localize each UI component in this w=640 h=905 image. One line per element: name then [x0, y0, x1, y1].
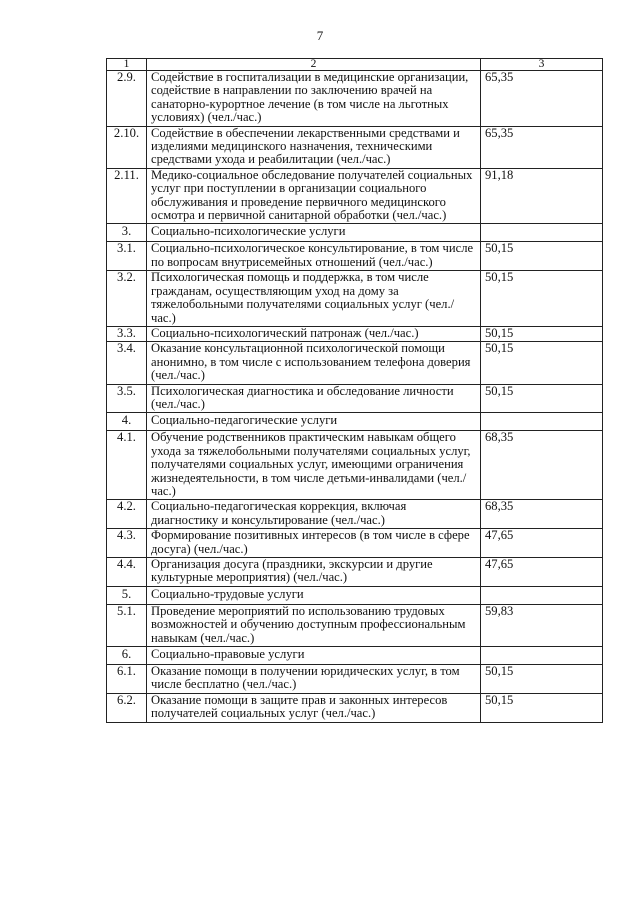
section-title-cell: Социально-педагогические услуги [147, 413, 481, 431]
row-number-cell: 4.2. [107, 500, 147, 529]
tariff-value-cell: 65,35 [481, 71, 603, 127]
header-cell-number: 1 [107, 59, 147, 71]
table-row [107, 693, 603, 722]
service-name-cell: Оказание помощи в защите прав и законных интересов получателей социальных услуг (чел./час.) [147, 693, 481, 722]
tariff-value-cell: 68,35 [481, 500, 603, 529]
row-number-cell: 3.1. [107, 242, 147, 271]
table-row [107, 529, 603, 558]
tariff-value-cell: 47,65 [481, 529, 603, 558]
tariff-value-cell: 50,15 [481, 384, 603, 413]
tariff-value-cell: 50,15 [481, 271, 603, 327]
row-number-cell: 6.2. [107, 693, 147, 722]
table-row [107, 126, 603, 168]
row-number-cell: 4.3. [107, 529, 147, 558]
row-number-cell: 2.10. [107, 126, 147, 168]
row-number-cell: 6. [107, 647, 147, 665]
service-name-cell: Формирование позитивных интересов (в том числе в сфере досуга) (чел./час.) [147, 529, 481, 558]
table-row [107, 71, 603, 127]
section-header-row [107, 224, 603, 242]
table-row [107, 558, 603, 587]
tariff-value-cell [481, 224, 603, 242]
service-name-cell: Оказание консультационной психологической помощи анонимно, в том числе с использованием телефона доверия (чел./час.) [147, 342, 481, 384]
tariff-value-cell: 50,15 [481, 326, 603, 341]
section-title-cell: Социально-правовые услуги [147, 647, 481, 665]
service-name-cell: Организация досуга (праздники, экскурсии и другие культурные мероприятия) (чел./час.) [147, 558, 481, 587]
tariff-value-cell: 50,15 [481, 693, 603, 722]
table-row [107, 500, 603, 529]
section-title-cell: Социально-психологические услуги [147, 224, 481, 242]
row-number-cell: 3.5. [107, 384, 147, 413]
table-row [107, 342, 603, 384]
row-number-cell: 2.9. [107, 71, 147, 127]
row-number-cell: 3.2. [107, 271, 147, 327]
header-cell-service: 2 [147, 59, 481, 71]
table-row [107, 271, 603, 327]
page-number: 7 [316, 28, 324, 43]
row-number-cell: 5. [107, 586, 147, 604]
section-header-row [107, 586, 603, 604]
row-number-cell: 4.1. [107, 431, 147, 500]
service-name-cell: Проведение мероприятий по использованию трудовых возможностей и обучению доступным профессиональным навыкам (чел./час.) [147, 604, 481, 646]
service-name-cell: Психологическая помощь и поддержка, в том числе гражданам, осуществляющим уход на дому за тяжелобольными получателями социальных услуг (чел./час.) [147, 271, 481, 327]
service-name-cell: Обучение родственников практическим навыкам общего ухода за тяжелобольными получателями социальных услуг, получателями социальных услуг, имеющими ограничения жизнедеятельности, в том числе детьми-инвалидами (чел./час.) [147, 431, 481, 500]
row-number-cell: 4.4. [107, 558, 147, 587]
table-row [107, 242, 603, 271]
tariff-value-cell [481, 586, 603, 604]
service-name-cell: Социально-психологическое консультирование, в том числе по вопросам внутрисемейных отношений (чел./час.) [147, 242, 481, 271]
row-number-cell: 3. [107, 224, 147, 242]
row-number-cell: 3.4. [107, 342, 147, 384]
service-name-cell: Медико-социальное обследование получателей социальных услуг при поступлении в организации социального обслуживания и проведение первичного медицинского осмотра и первичной санитарной обработки (чел./час.) [147, 168, 481, 224]
tariff-value-cell [481, 647, 603, 665]
tariff-value-cell: 47,65 [481, 558, 603, 587]
service-name-cell: Оказание помощи в получении юридических услуг, в том числе бесплатно (чел./час.) [147, 665, 481, 694]
tariff-value-cell: 50,15 [481, 342, 603, 384]
table-row [107, 168, 603, 224]
header-cell-tariff: 3 [481, 59, 603, 71]
table-row [107, 665, 603, 694]
tariff-value-cell: 65,35 [481, 126, 603, 168]
table-row [107, 326, 603, 341]
service-name-cell: Социально-психологический патронаж (чел./час.) [147, 326, 481, 341]
table-row [107, 431, 603, 500]
row-number-cell: 4. [107, 413, 147, 431]
table-row [107, 384, 603, 413]
tariff-value-cell: 91,18 [481, 168, 603, 224]
table-header-row [107, 59, 603, 71]
row-number-cell: 6.1. [107, 665, 147, 694]
section-header-row [107, 647, 603, 665]
tariff-value-cell: 50,15 [481, 242, 603, 271]
service-name-cell: Социально-педагогическая коррекция, включая диагностику и консультирование (чел./час.) [147, 500, 481, 529]
table-row [107, 604, 603, 646]
tariff-value-cell: 68,35 [481, 431, 603, 500]
tariff-value-cell: 50,15 [481, 665, 603, 694]
table-body [107, 59, 603, 723]
section-header-row [107, 413, 603, 431]
services-tariff-table [106, 58, 603, 723]
row-number-cell: 5.1. [107, 604, 147, 646]
tariff-value-cell: 59,83 [481, 604, 603, 646]
section-title-cell: Социально-трудовые услуги [147, 586, 481, 604]
service-name-cell: Содействие в обеспечении лекарственными средствами и изделиями медицинского назначения, техническими средствами ухода и реабилитации (чел./час.) [147, 126, 481, 168]
row-number-cell: 2.11. [107, 168, 147, 224]
service-name-cell: Содействие в госпитализации в медицинские организации, содействие в направлении по заключению врачей на санаторно-курортное лечение (в том числе на льготных условиях) (чел./час.) [147, 71, 481, 127]
service-name-cell: Психологическая диагностика и обследование личности (чел./час.) [147, 384, 481, 413]
row-number-cell: 3.3. [107, 326, 147, 341]
tariff-value-cell [481, 413, 603, 431]
